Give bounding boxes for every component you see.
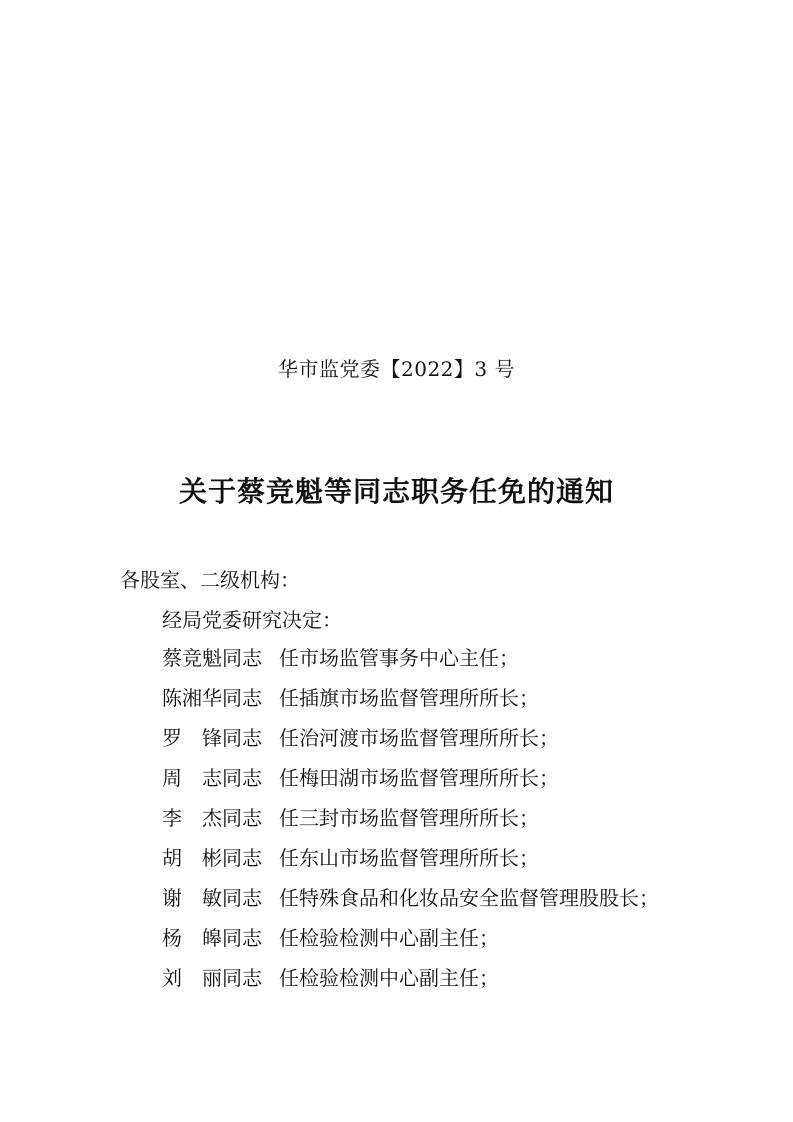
appointment-role: 任三封市场监督管理所所长； (279, 806, 539, 830)
appointment-list (162, 644, 659, 1004)
appointment-role: 任插旗市场监督管理所所长； (279, 686, 539, 710)
appointee-name: 刘 丽同志 (162, 966, 262, 990)
appointment-item (162, 804, 659, 844)
appointment-item (162, 964, 659, 1004)
appointment-role: 任治河渡市场监督管理所所长； (279, 726, 559, 750)
appointment-item (162, 764, 659, 804)
appointee-name: 陈湘华同志 (162, 686, 262, 710)
appointment-item (162, 684, 659, 724)
appointee-name: 李 杰同志 (162, 806, 262, 830)
appointee-name: 胡 彬同志 (162, 846, 262, 870)
appointee-name: 周 志同志 (162, 766, 262, 790)
appointment-role: 任检验检测中心副主任； (279, 926, 499, 950)
document-number: 华市监党委【2022】3 号 (278, 357, 515, 381)
appointee-name: 杨 皞同志 (162, 926, 262, 950)
appointment-item (162, 924, 659, 964)
appointment-role: 任梅田湖市场监督管理所所长； (279, 766, 559, 790)
appointment-role: 任检验检测中心副主任； (279, 966, 499, 990)
intro-line: 经局党委研究决定： (162, 608, 342, 632)
appointment-role: 任东山市场监督管理所所长； (279, 846, 539, 870)
appointee-name: 罗 锋同志 (162, 726, 262, 750)
appointment-item (162, 724, 659, 764)
appointment-item (162, 884, 659, 924)
appointment-item (162, 644, 659, 684)
appointee-name: 谢 敏同志 (162, 886, 262, 910)
appointment-role: 任市场监管事务中心主任； (279, 646, 519, 670)
document-title: 关于蔡竞魁等同志职务任免的通知 (178, 475, 614, 508)
appointment-item (162, 844, 659, 884)
appointment-role: 任特殊食品和化妆品安全监督管理股股长； (279, 886, 659, 910)
appointee-name: 蔡竞魁同志 (162, 646, 262, 670)
salutation: 各股室、二级机构： (120, 568, 300, 592)
